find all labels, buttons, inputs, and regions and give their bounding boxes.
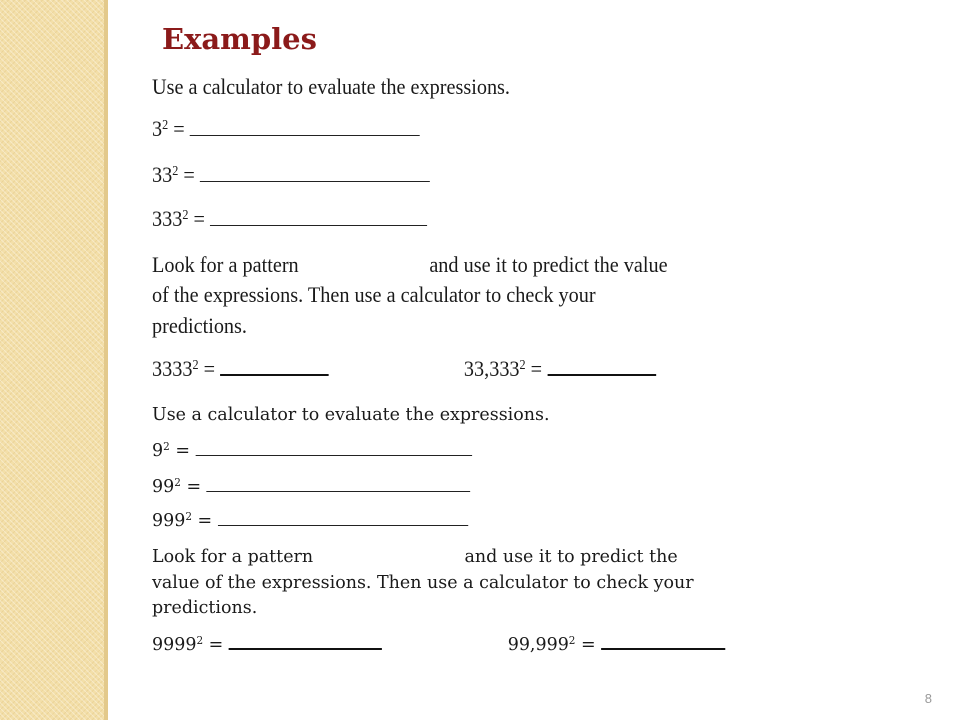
- expression-row: [152, 478, 470, 496]
- equals-sign: =: [530, 356, 543, 381]
- pattern-text-part1: Look for a pattern: [152, 252, 299, 277]
- answer-blank[interactable]: [601, 647, 725, 650]
- equals-sign: =: [183, 162, 195, 187]
- equals-sign: =: [175, 440, 190, 461]
- answer-blank[interactable]: [196, 454, 472, 456]
- side-band-edge: [104, 0, 108, 720]
- expression-row: [152, 164, 430, 186]
- instruction-text: Use a calculator to evaluate the expressions.: [152, 74, 510, 99]
- pattern-text-line: [152, 254, 668, 276]
- answer-blank[interactable]: [210, 224, 427, 226]
- answer-blank[interactable]: [547, 373, 656, 376]
- expression-row: [152, 512, 468, 530]
- expression-base: 999: [152, 510, 186, 531]
- expression-base: 99,999: [507, 634, 569, 655]
- answer-blank[interactable]: [218, 524, 468, 526]
- answer-blank[interactable]: [190, 134, 420, 136]
- expression-exponent: 2: [519, 356, 526, 372]
- equals-sign: =: [186, 476, 202, 497]
- pattern-text-part1: Look for a pattern: [152, 546, 314, 567]
- expression-base: 3333: [152, 356, 193, 381]
- expression-base: 99: [152, 476, 175, 497]
- expression-row: [152, 208, 427, 230]
- expression-exponent: 2: [174, 476, 181, 490]
- answer-blank[interactable]: [220, 373, 329, 376]
- pattern-text-line: predictions.: [152, 313, 248, 338]
- expression-base: 333: [152, 206, 183, 231]
- expression-base: 9: [152, 440, 164, 461]
- expression-base: 3: [152, 116, 163, 141]
- expression-exponent: 2: [568, 634, 576, 648]
- equals-sign: =: [203, 356, 216, 381]
- equals-sign: =: [193, 206, 205, 231]
- pattern-text-part2: and use it to predict the value: [429, 252, 668, 277]
- expression-exponent: 2: [162, 116, 169, 132]
- expression-base: 33: [152, 162, 173, 187]
- page-number: 8: [924, 691, 932, 706]
- pattern-text-line: predictions.: [152, 597, 258, 618]
- prediction-row: [152, 636, 725, 654]
- answer-blank[interactable]: [229, 647, 382, 650]
- answer-blank[interactable]: [200, 180, 430, 182]
- instruction-text: Use a calculator to evaluate the expressions.: [152, 404, 550, 425]
- equals-sign: =: [197, 510, 213, 531]
- pattern-text-line: value of the expressions. Then use a calculator to check your: [152, 572, 694, 593]
- expression-exponent: 2: [185, 510, 192, 524]
- equals-sign: =: [581, 634, 596, 655]
- equals-sign: =: [208, 634, 224, 655]
- slide-title: Examples: [162, 22, 317, 56]
- pattern-text-line: [152, 548, 678, 566]
- expression-exponent: 2: [196, 634, 204, 648]
- expression-base: 9999: [152, 634, 197, 655]
- expression-row: [152, 442, 472, 460]
- pattern-text-part2: and use it to predict the: [464, 546, 678, 567]
- expression-exponent: 2: [192, 356, 199, 372]
- expression-exponent: 2: [182, 206, 189, 222]
- prediction-row: [152, 358, 656, 380]
- expression-base: 33,333: [463, 356, 520, 381]
- answer-blank[interactable]: [207, 490, 471, 492]
- expression-exponent: 2: [163, 440, 170, 454]
- expression-row: [152, 118, 420, 140]
- decorative-side-band: [0, 0, 104, 720]
- equals-sign: =: [173, 116, 185, 141]
- expression-exponent: 2: [172, 162, 179, 178]
- pattern-text-line: of the expressions. Then use a calculator to check your: [152, 282, 596, 307]
